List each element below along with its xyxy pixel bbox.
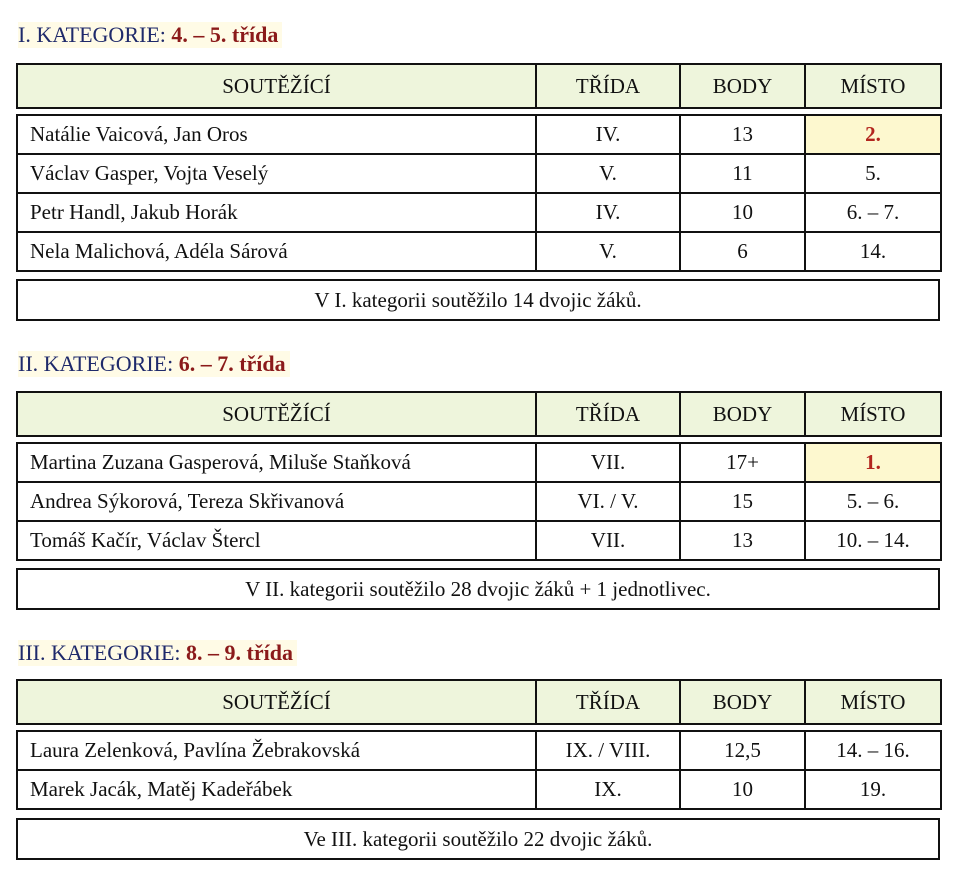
header-table [16, 391, 942, 437]
class-cell: IX. / VIII. [536, 731, 680, 770]
column-header: MÍSTO [805, 64, 941, 108]
place-cell: 1. [805, 443, 941, 482]
place-cell: 6. – 7. [805, 193, 941, 232]
table-row [17, 482, 941, 521]
table-row [17, 731, 941, 770]
points-cell: 10 [680, 770, 805, 809]
class-cell: IV. [536, 193, 680, 232]
category-title [18, 22, 282, 48]
category-note: V II. kategorii soutěžilo 28 dvojic žáků + 1 jednotlivec. [16, 568, 940, 610]
points-cell: 17+ [680, 443, 805, 482]
header-table [16, 63, 942, 109]
class-cell: VII. [536, 443, 680, 482]
column-header: BODY [680, 64, 805, 108]
place-cell: 19. [805, 770, 941, 809]
competitor-names: Petr Handl, Jakub Horák [17, 193, 536, 232]
category-range: 6. – 7. třída [178, 351, 286, 376]
points-cell: 10 [680, 193, 805, 232]
category-range: 8. – 9. třída [186, 640, 293, 665]
results-table [16, 442, 942, 561]
column-header: TŘÍDA [536, 680, 680, 724]
column-header: MÍSTO [805, 680, 941, 724]
header-row [17, 392, 941, 436]
category-title [18, 351, 290, 377]
points-cell: 13 [680, 115, 805, 154]
column-header: SOUTĚŽÍCÍ [17, 680, 536, 724]
points-cell: 6 [680, 232, 805, 271]
points-cell: 12,5 [680, 731, 805, 770]
header-row [17, 64, 941, 108]
competitor-names: Marek Jacák, Matěj Kadeřábek [17, 770, 536, 809]
class-cell: VI. / V. [536, 482, 680, 521]
points-cell: 13 [680, 521, 805, 560]
table-row [17, 232, 941, 271]
results-table [16, 730, 942, 810]
competitor-names: Václav Gasper, Vojta Veselý [17, 154, 536, 193]
competitor-names: Natálie Vaicová, Jan Oros [17, 115, 536, 154]
header-row [17, 680, 941, 724]
category-label: I. KATEGORIE: [18, 22, 172, 47]
place-cell: 14. [805, 232, 941, 271]
results-table [16, 114, 942, 272]
table-row [17, 770, 941, 809]
competitor-names: Laura Zelenková, Pavlína Žebrakovská [17, 731, 536, 770]
header-table [16, 679, 942, 725]
class-cell: V. [536, 154, 680, 193]
class-cell: IX. [536, 770, 680, 809]
place-cell: 2. [805, 115, 941, 154]
table-row [17, 193, 941, 232]
column-header: SOUTĚŽÍCÍ [17, 392, 536, 436]
column-header: TŘÍDA [536, 392, 680, 436]
column-header: MÍSTO [805, 392, 941, 436]
class-cell: IV. [536, 115, 680, 154]
place-cell: 5. [805, 154, 941, 193]
table-row [17, 115, 941, 154]
category-title [18, 640, 297, 666]
place-cell: 14. – 16. [805, 731, 941, 770]
competitor-names: Martina Zuzana Gasperová, Miluše Staňková [17, 443, 536, 482]
competitor-names: Nela Malichová, Adéla Sárová [17, 232, 536, 271]
table-row [17, 154, 941, 193]
column-header: BODY [680, 392, 805, 436]
competitor-names: Tomáš Kačír, Václav Štercl [17, 521, 536, 560]
class-cell: V. [536, 232, 680, 271]
points-cell: 11 [680, 154, 805, 193]
place-cell: 10. – 14. [805, 521, 941, 560]
place-cell: 5. – 6. [805, 482, 941, 521]
column-header: SOUTĚŽÍCÍ [17, 64, 536, 108]
points-cell: 15 [680, 482, 805, 521]
table-row [17, 443, 941, 482]
column-header: TŘÍDA [536, 64, 680, 108]
table-row [17, 521, 941, 560]
category-note: V I. kategorii soutěžilo 14 dvojic žáků. [16, 279, 940, 321]
competitor-names: Andrea Sýkorová, Tereza Skřivanová [17, 482, 536, 521]
category-label: II. KATEGORIE: [18, 351, 179, 376]
category-note: Ve III. kategorii soutěžilo 22 dvojic žáků. [16, 818, 940, 860]
category-range: 4. – 5. třída [171, 22, 279, 47]
class-cell: VII. [536, 521, 680, 560]
category-label: III. KATEGORIE: [18, 640, 187, 665]
column-header: BODY [680, 680, 805, 724]
